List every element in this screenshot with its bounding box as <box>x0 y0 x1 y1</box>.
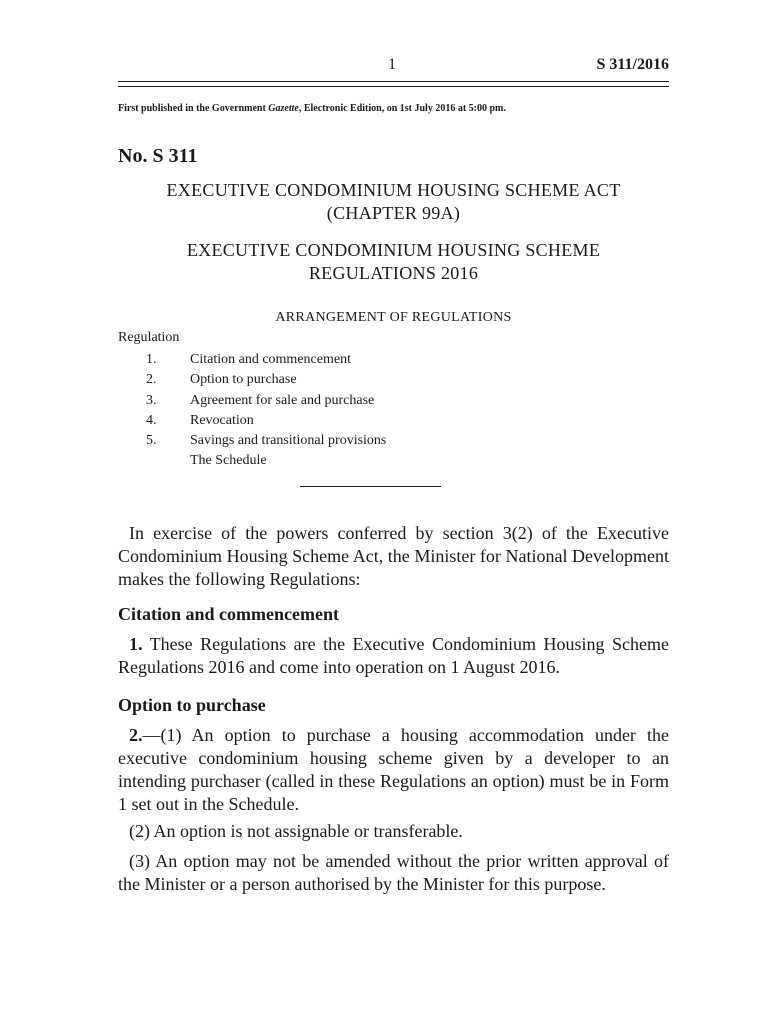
toc-title: Revocation <box>190 412 254 428</box>
toc-row <box>118 370 669 390</box>
regulations-title-line1: EXECUTIVE CONDOMINIUM HOUSING SCHEME <box>186 240 601 260</box>
header-rule-bottom <box>118 86 669 87</box>
enacting-clause: In exercise of the powers conferred by section 3(2) of the Executive Condominium Housing Scheme Act, the Minister for National Development makes the following Regulations: <box>118 523 669 589</box>
section-2-para-1 <box>118 724 669 816</box>
act-title-line2: (CHAPTER 99A) <box>326 203 461 223</box>
toc-row <box>118 350 669 370</box>
subsidiary-number: No. S 311 <box>118 145 198 167</box>
arrangement-heading: ARRANGEMENT OF REGULATIONS <box>275 310 512 325</box>
arrangement-end-rule <box>300 486 441 487</box>
section-2-number: 2. <box>129 725 143 745</box>
toc-row <box>118 431 669 451</box>
publication-notice-before: First published in the Government <box>118 103 269 114</box>
page-number: 1 <box>388 56 396 73</box>
section-2-para-3: (3) An option may not be amended without the prior written approval of the Minister or a person authorised by the Minister for this purpose. <box>118 851 669 894</box>
section-2-para-1-body: —(1) An option to purchase a housing accommodation under the executive condominium housing scheme given by a developer to an intending purchaser (called in these Regulations an option) must be in Form 1 set out in the Schedule. <box>118 725 669 814</box>
toc-row <box>118 451 669 471</box>
act-title-line1: EXECUTIVE CONDOMINIUM HOUSING SCHEME ACT <box>166 180 621 200</box>
section-1-number: 1. <box>129 634 143 654</box>
publication-notice-gazette: Gazette <box>268 103 299 114</box>
toc-title: Citation and commencement <box>190 352 351 367</box>
publication-notice-after: , Electronic Edition, on 1st July 2016 at 5:00 pm. <box>298 103 506 114</box>
toc-row <box>118 411 669 431</box>
toc-title: The Schedule <box>190 453 267 469</box>
regulations-title-line2: REGULATIONS 2016 <box>308 263 479 283</box>
regulation-column-label: Regulation <box>118 330 180 345</box>
section-2-para-2: (2) An option is not assignable or transferable. <box>129 821 463 841</box>
toc-title: Savings and transitional provisions <box>190 433 387 449</box>
toc-number: 1. <box>146 352 157 367</box>
toc-row <box>118 391 669 411</box>
section-heading-option: Option to purchase <box>118 695 266 715</box>
section-1-body: These Regulations are the Executive Condominium Housing Scheme Regulations 2016 and come into operation on 1 August 2016. <box>118 634 669 677</box>
toc-number: 4. <box>146 412 157 428</box>
toc-title: Option to purchase <box>190 372 297 388</box>
gazette-number: S 311/2016 <box>596 56 669 73</box>
section-1-text <box>118 633 669 679</box>
toc-title: Agreement for sale and purchase <box>190 392 375 408</box>
header-rule-top <box>118 81 669 82</box>
toc-number: 3. <box>146 392 157 408</box>
section-heading-citation: Citation and commencement <box>118 604 339 624</box>
toc-number: 2. <box>146 372 157 388</box>
toc-number: 5. <box>146 433 157 449</box>
arrangement-list <box>118 350 669 472</box>
publication-notice <box>118 103 506 114</box>
